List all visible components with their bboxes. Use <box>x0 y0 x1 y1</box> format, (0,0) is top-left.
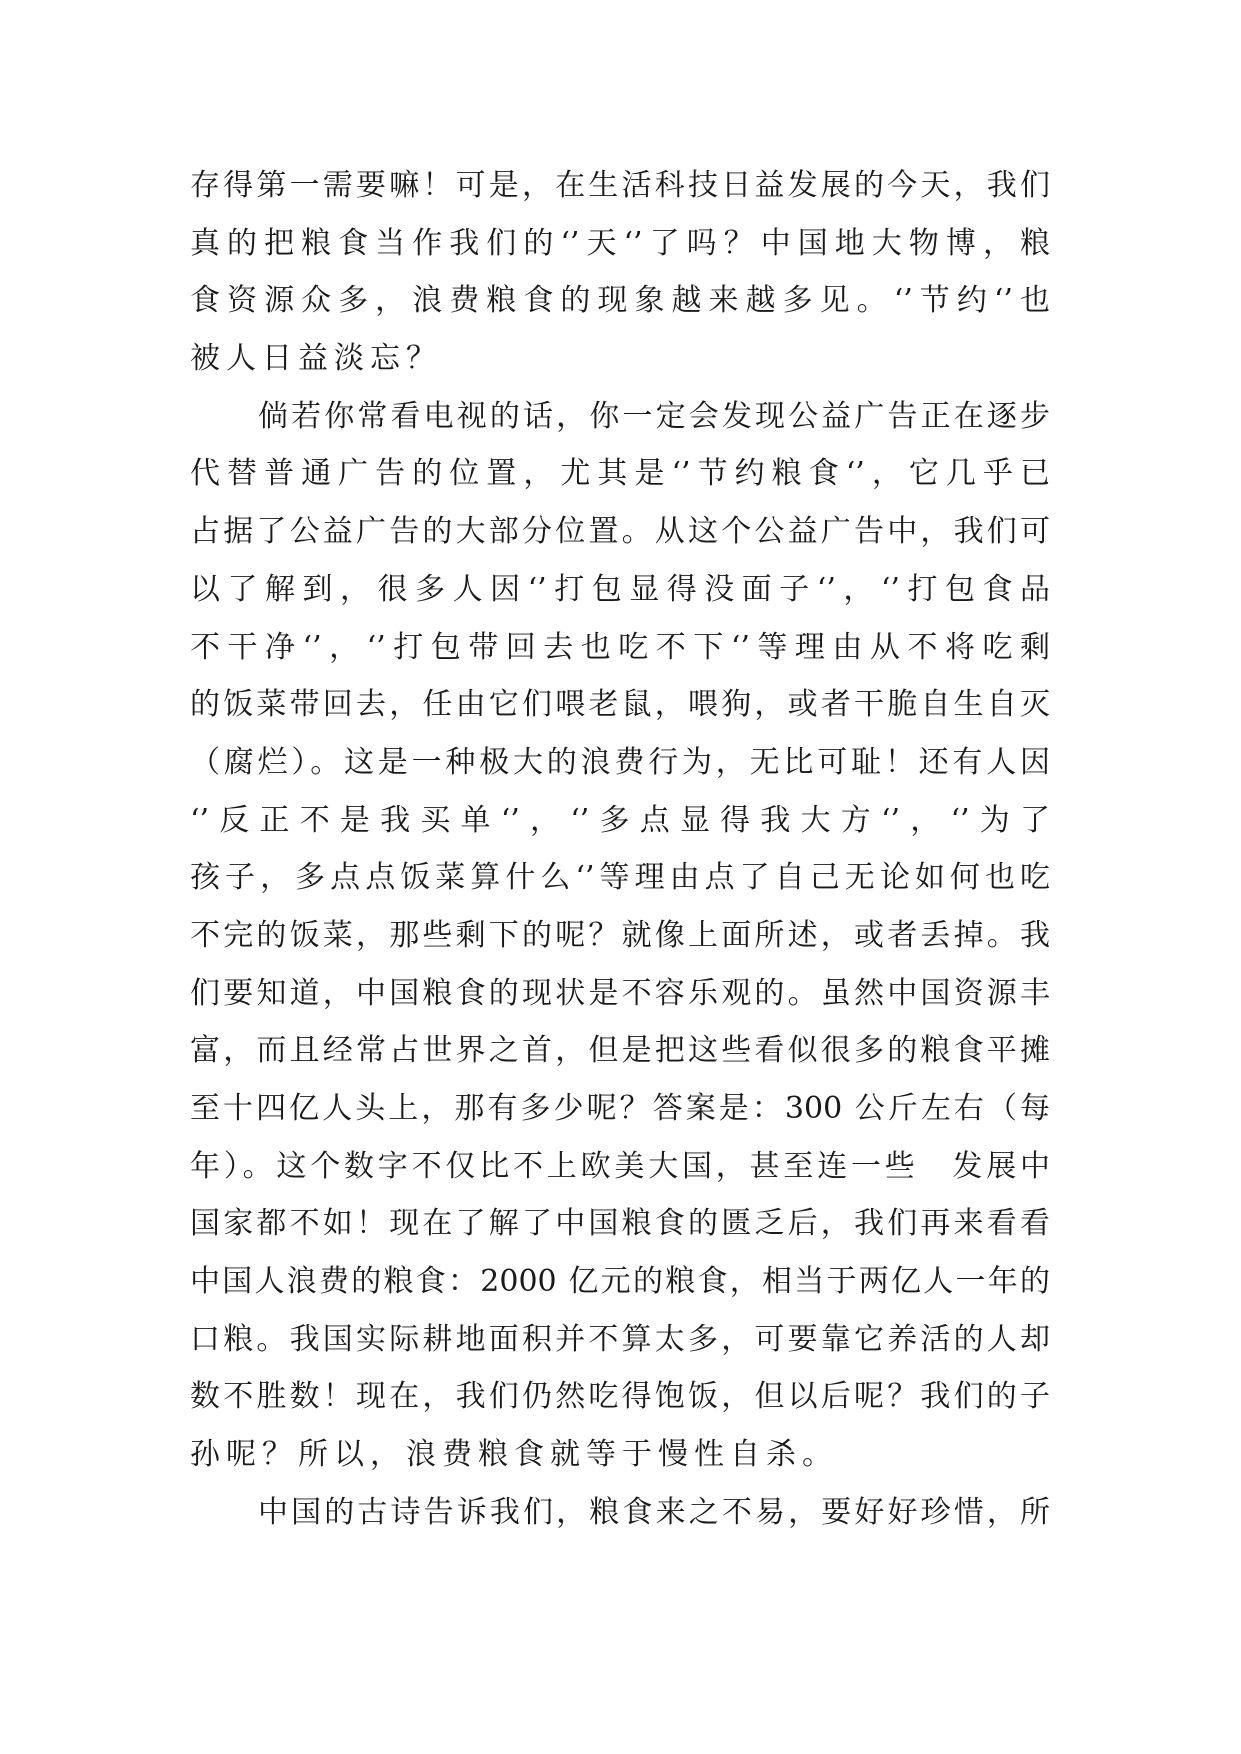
document-body <box>190 157 1050 1542</box>
text-line: 代替普通广告的位置，尤其是‘’节约粮食‘’，它几乎已 <box>190 456 1050 492</box>
text-line: 以了解到，很多人因‘’打包显得没面子‘’，‘’打包食品 <box>190 571 1050 607</box>
text-line: 真的把粮食当作我们的‘’天‘’了吗？中国地大物博，粮 <box>190 225 1050 261</box>
text-line: （腐烂）。这是一种极大的浪费行为，无比可耻！还有人因 <box>190 744 1050 780</box>
text-line: 的饭菜带回去，任由它们喂老鼠，喂狗，或者干脆自生自灭 <box>190 687 1050 723</box>
text-line: 至十四亿人头上，那有多少呢？答案是：300 公斤左右（每 <box>190 1091 1050 1126</box>
text-line: 们要知道，中国粮食的现状是不容乐观的。虽然中国资源丰 <box>190 975 1050 1011</box>
text-line: 富，而且经常占世界之首，但是把这些看似很多的粮食平摊 <box>190 1033 1050 1069</box>
text-line: 中国人浪费的粮食：2000 亿元的粮食，相当于两亿人一年的 <box>190 1264 1050 1300</box>
text-line: 不干净‘’，‘’打包带回去也吃不下‘’等理由从不将吃剩 <box>190 629 1050 665</box>
text-line: 食资源众多，浪费粮食的现象越来越多见。‘’节约‘’也 <box>190 283 1050 319</box>
text-line: 数不胜数！现在，我们仍然吃得饱饭，但以后呢？我们的子 <box>190 1379 1050 1415</box>
text-line: 占据了公益广告的大部分位置。从这个公益广告中，我们可 <box>190 514 1050 550</box>
paragraph-first-line: 中国的古诗告诉我们，粮食来之不易，要好好珍惜，所 <box>258 1494 1050 1530</box>
paragraph-first-line: 倘若你常看电视的话，你一定会发现公益广告正在逐步 <box>258 398 1050 434</box>
text-line: 国家都不如！现在了解了中国粮食的匮乏后，我们再来看看 <box>190 1206 1050 1242</box>
text-line: 不完的饭菜，那些剩下的呢？就像上面所述，或者丢掉。我 <box>190 917 1050 953</box>
text-line: 年）。这个数字不仅比不上欧美大国，甚至连一些 发展中 <box>190 1148 1050 1184</box>
text-line: 口粮。我国实际耕地面积并不算太多，可要靠它养活的人却 <box>190 1321 1050 1357</box>
text-line: 孙呢？所以，浪费粮食就等于慢性自杀。 <box>190 1437 838 1473</box>
text-line: 被人日益淡忘？ <box>190 341 442 377</box>
text-line: ‘’反正不是我买单‘’，‘’多点显得我大方‘’，‘’为了 <box>190 802 1050 838</box>
text-line: 存得第一需要嘛！可是，在生活科技日益发展的今天，我们 <box>190 168 1050 203</box>
text-line: 孩子，多点点饭菜算什么‘’等理由点了自己无论如何也吃 <box>190 860 1050 896</box>
